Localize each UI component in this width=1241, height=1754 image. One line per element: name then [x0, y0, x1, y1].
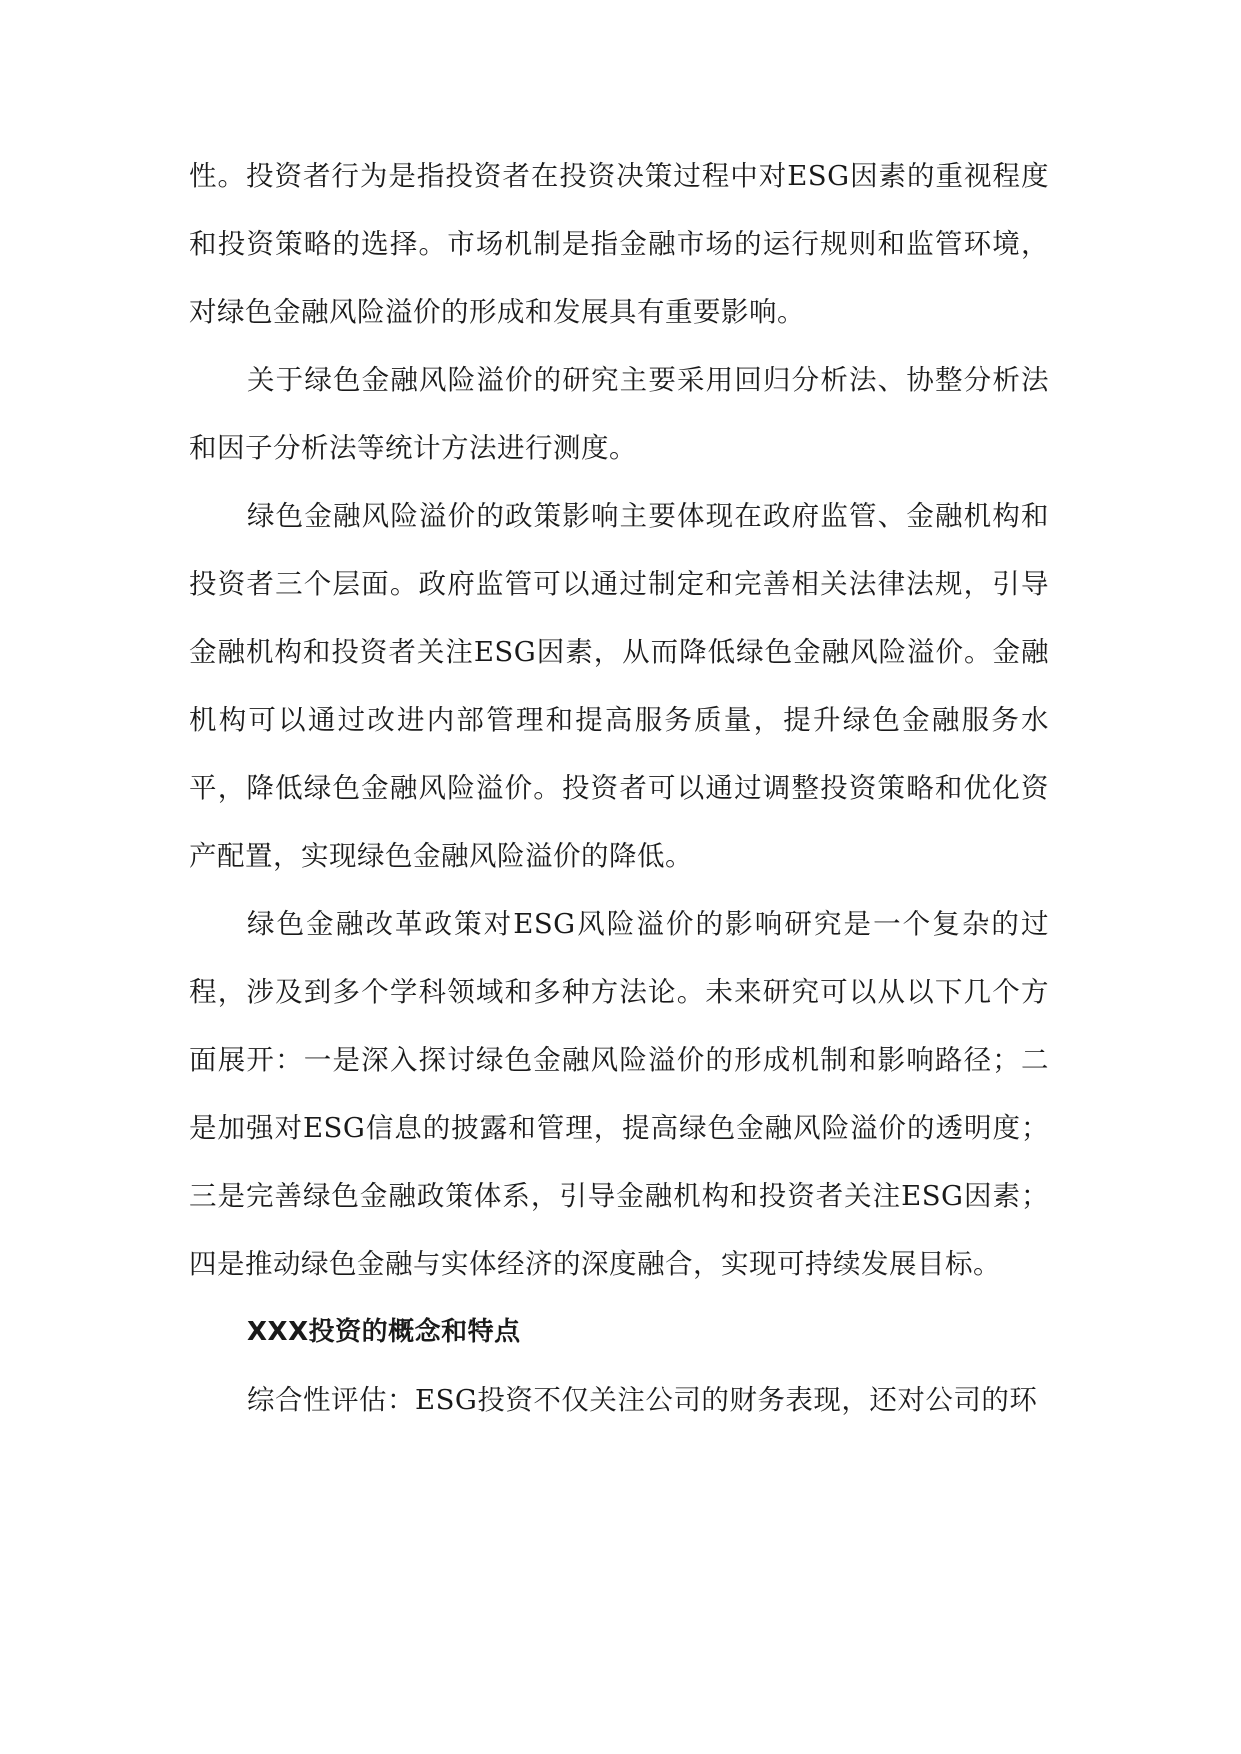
document-body: [189, 142, 1049, 1434]
section-heading: XXX投资的概念和特点: [247, 1317, 521, 1347]
paragraph-comprehensive-evaluation: 综合性评估：ESG投资不仅关注公司的财务表现，还对公司的环: [247, 1384, 1038, 1416]
paragraph-investor-behavior: 性。投资者行为是指投资者在投资决策过程中对ESG因素的重视程度和投资策略的选择。市场机制是指金融市场的运行规则和监管环境，对绿色金融风险溢价的形成和发展具有重要影响。: [189, 160, 1049, 328]
paragraph-research-methods: 关于绿色金融风险溢价的研究主要采用回归分析法、协整分析法和因子分析法等统计方法进行测度。: [189, 364, 1049, 464]
paragraph-policy-impact: 绿色金融风险溢价的政策影响主要体现在政府监管、金融机构和投资者三个层面。政府监管可以通过制定和完善相关法律法规，引导金融机构和投资者关注ESG因素，从而降低绿色金融风险溢价。金融机构可以通过改进内部管理和提高服务质量，提升绿色金融服务水平，降低绿色金融风险溢价。投资者可以通过调整投资策略和优化资产配置，实现绿色金融风险溢价的降低。: [189, 500, 1049, 872]
paragraph-future-research: 绿色金融改革政策对ESG风险溢价的影响研究是一个复杂的过程，涉及到多个学科领域和多种方法论。未来研究可以从以下几个方面展开：一是深入探讨绿色金融风险溢价的形成机制和影响路径；二是加强对ESG信息的披露和管理，提高绿色金融风险溢价的透明度；三是完善绿色金融政策体系，引导金融机构和投资者关注ESG因素；四是推动绿色金融与实体经济的深度融合，实现可持续发展目标。: [189, 908, 1049, 1280]
